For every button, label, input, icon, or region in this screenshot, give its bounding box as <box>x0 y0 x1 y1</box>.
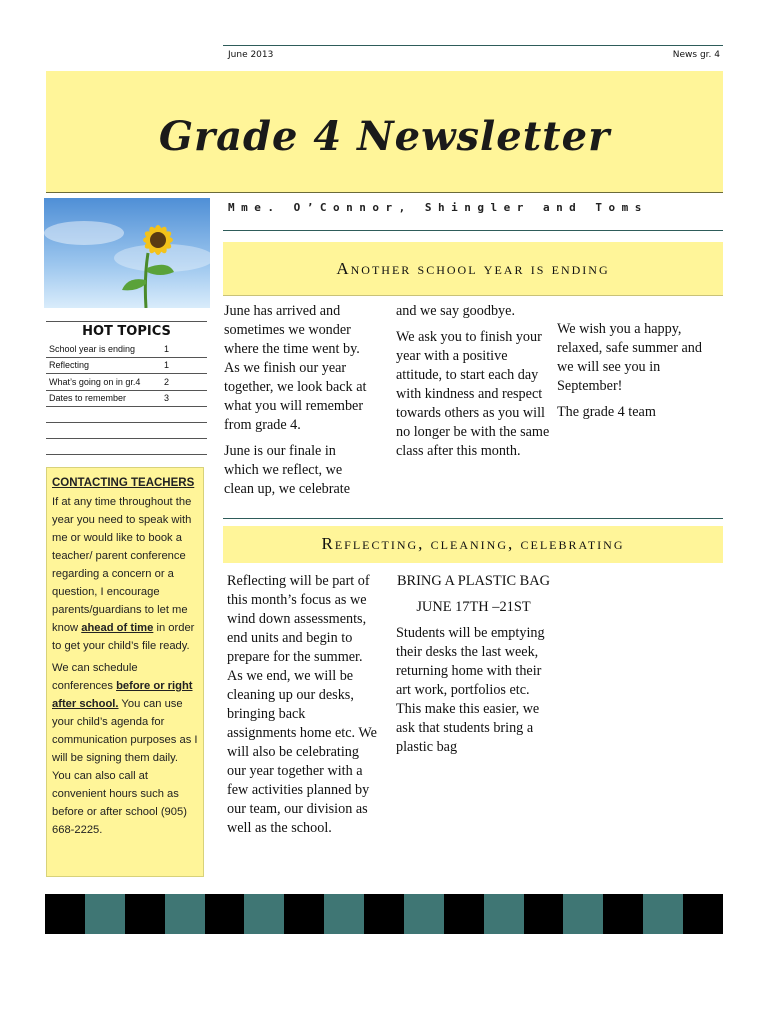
band-cell <box>284 894 324 934</box>
contacting-teachers-box <box>46 467 204 877</box>
section2-column2 <box>396 572 551 764</box>
callout-dates: JUNE 17TH –21ST <box>416 599 531 615</box>
topic-row[interactable] <box>46 391 207 408</box>
topic-row[interactable] <box>46 358 207 375</box>
body-paragraph: Students will be emptying their desks the last week, returning home with their art work, portfolios etc. This make this easier, we ask that students bring a plastic bag <box>396 625 545 755</box>
section-rule <box>223 230 723 231</box>
callout-heading: BRING A PLASTIC BAG <box>396 573 551 589</box>
topic-label: What’s going on in gr.4 <box>49 376 141 387</box>
blank-rule <box>46 407 207 423</box>
sunflower-photo <box>44 198 210 308</box>
authors-line: Mme. O’Connor, Shingler and Toms <box>228 201 648 214</box>
footer-band <box>45 894 723 934</box>
contact-heading: CONTACTING TEACHERS <box>52 477 195 489</box>
body-paragraph: June is our finale in which we reflect, we clean up, we celebrate <box>224 443 351 497</box>
section2-column1 <box>227 572 377 845</box>
signature-line: The grade 4 team <box>557 404 656 420</box>
section1-column2 <box>396 302 550 468</box>
masthead <box>46 71 723 193</box>
section-rule <box>223 518 723 519</box>
hot-topics-title: HOT TOPICS <box>46 321 207 341</box>
contact-text: You can use your child’s agenda for communication purposes as I will be signing them daily. You can also call at convenient hours such as before or after school (905) 668-2225. <box>52 698 198 836</box>
contact-paragraph <box>52 493 198 655</box>
topic-label: Dates to remember <box>49 393 127 404</box>
body-paragraph: June has arrived and sometimes we wonder where the time went by. As we finish our year together, we look back at what you will remember from grade 4. <box>224 303 367 433</box>
section2-banner <box>223 526 723 563</box>
newsletter-title: Grade 4 Newsletter <box>158 113 611 160</box>
contact-text: If at any time throughout the year you need to speak with me or would like to book a teacher/ parent conference regarding a concern or a question, I encourage parents/guardians to let me know <box>52 496 192 634</box>
band-cell <box>444 894 484 934</box>
issue-label: News gr. 4 <box>672 50 720 60</box>
topic-page: 2 <box>164 376 170 387</box>
band-cell <box>524 894 564 934</box>
contact-text: in order to get your child’s file ready. <box>52 622 195 652</box>
band-cell <box>85 894 125 934</box>
band-cell <box>603 894 643 934</box>
section1-column1 <box>224 302 374 506</box>
band-cell <box>45 894 85 934</box>
band-cell <box>563 894 603 934</box>
body-paragraph: and we say goodbye. <box>396 303 515 319</box>
band-cell <box>643 894 683 934</box>
band-cell <box>484 894 524 934</box>
contact-paragraph <box>52 659 198 839</box>
band-cell <box>364 894 404 934</box>
section1-column3 <box>557 320 707 429</box>
topic-page: 1 <box>164 343 170 354</box>
section1-title: Another school year is ending <box>336 259 610 278</box>
topic-page: 1 <box>164 360 170 371</box>
body-paragraph: Reflecting will be part of this month’s focus as we wind down assessments, end units and begin to prepare for the summer. As we end, we will be cleaning up our desks, bringing back assignments home etc. We will also be celebrating our year together with a few activities planned by our team, our division as well as the school. <box>227 573 377 836</box>
issue-date: June 2013 <box>228 50 274 60</box>
band-cell <box>205 894 245 934</box>
topic-page: 3 <box>164 393 170 404</box>
band-cell <box>324 894 364 934</box>
header-rule <box>223 45 723 46</box>
topic-label: Reflecting <box>49 360 90 371</box>
band-cell <box>244 894 284 934</box>
band-cell <box>125 894 165 934</box>
topic-row[interactable] <box>46 341 207 358</box>
blank-rule <box>46 439 207 455</box>
band-cell <box>683 894 723 934</box>
topic-row[interactable] <box>46 374 207 391</box>
blank-rule <box>46 423 207 439</box>
section2-title: Reflecting, cleaning, celebrating <box>321 534 625 553</box>
band-cell <box>165 894 205 934</box>
topic-label: School year is ending <box>49 343 136 354</box>
contact-emphasis: before or right after school. <box>52 680 193 710</box>
hot-topics-table <box>46 321 207 455</box>
contact-text: We can schedule conferences <box>52 662 138 692</box>
band-cell <box>404 894 444 934</box>
contact-emphasis: ahead of time <box>81 622 154 634</box>
section1-banner <box>223 242 723 296</box>
body-paragraph: We wish you a happy, relaxed, safe summer and we will see you in September! <box>557 321 702 394</box>
body-paragraph: We ask you to finish your year with a positive attitude, to start each day with kindness and respect towards others as you will no longer be with the same class after this month. <box>396 329 550 459</box>
